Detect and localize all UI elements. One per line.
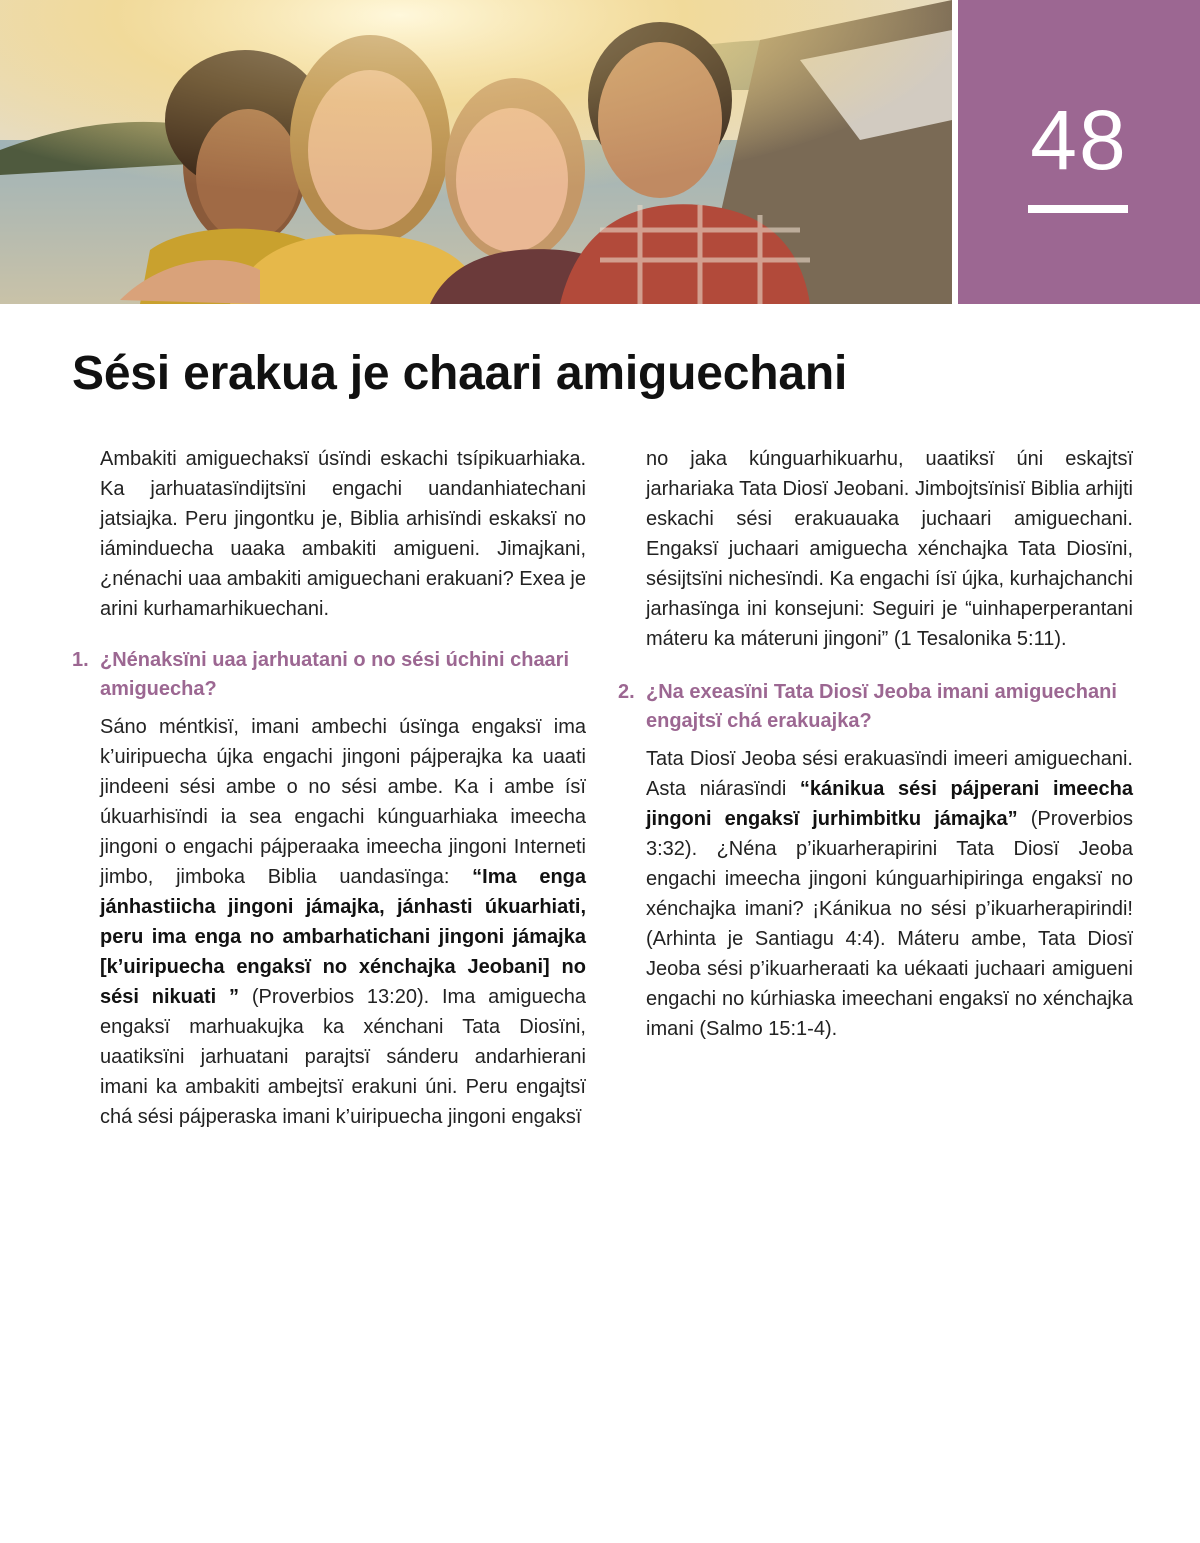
question-1-text: ¿Nénaksïni uaa jarhuatani o no sési úchini chaari amiguecha? <box>100 649 570 700</box>
answer-2-paragraph <box>646 744 1133 1044</box>
question-2 <box>618 678 1133 736</box>
answer-1-text-b: (Proverbios 13:20). Ima amiguecha engaksï marhuakujka ka xénchani Tata Diosïni, uaatiksïni jarhuatani parajtsï sánderu andarhierani imani ka ambakiti ambejtsï erakuni úni. Peru engajtsï chá sési pájperaska imani k’uiripuecha jingoni engaksï <box>100 986 586 1128</box>
right-column <box>618 444 1134 1044</box>
question-1-number: 1. <box>72 649 89 671</box>
friends-selfie-image <box>0 0 952 304</box>
question-2-text: ¿Na exeasïni Tata Diosï Jeoba imani amiguechani engajtsï chá erakuajka? <box>646 681 1117 732</box>
answer-2-quote: “kánikua sési pájperani imeecha jingoni engaksï jurhimbitku jámajka” <box>646 778 1133 830</box>
chapter-number: 48 <box>1030 93 1128 187</box>
intro-paragraph: Ambakiti amiguechaksï úsïndi eskachi tsípikuarhiaka. Ka jarhuatasïndijtsïni engachi uandanhiatechani jatsiajka. Peru jingontku je, Biblia arhisïndi eskaksï no iáminduecha uaaka ambakiti amigueni. Jimajkani, ¿nénachi uaa ambakiti amiguechani erakuani? Exea je arini kurhamarhikuechani. <box>100 448 586 620</box>
hero-photo <box>0 0 952 304</box>
answer-2-text-b: (Proverbios 3:32). ¿Néna p’ikuarherapirini Tata Diosï Jeoba engachi imeecha jingoni kúnguarhipiringa engaksï no xénchajka imani? ¡Kánikua no sési p’ikuarherapirindi! (Arhinta je Santiagu 4:4). Máteru ambe, Tata Diosï Jeoba sési p’ikuarheraati ka uékaati juchaari amigueni engachi no kúrhiaska imeechani engaksï no xénchajka imani (Salmo 15:1-4). <box>646 808 1134 1040</box>
answer-1-continuation-text: no jaka kúnguarhikuarhu, uaatiksï úni eskajtsï jarhariaka Tata Diosï Jeobani. Jimbojtsïnisï Biblia arhijti eskachi sési erakuauaka juchaari amiguechani. Engaksï juchaari amiguecha xénchajka Tata Diosïni, sésijtsïni nichesïndi. Ka engachi ísï újka, kurhajchanchi jarhasïnga ini konsejuni: Seguiri je “uinhaperperantani máteru ka máteruni jingoni” (1 Tesalonika 5:11). <box>646 448 1133 650</box>
question-1 <box>72 646 586 704</box>
answer-1-continuation <box>646 444 1133 654</box>
answer-1-quote: “Ima enga jánhastiicha jingoni jámajka, jánhasti úkuarhiati, peru ima enga no ambarhatichani jingoni jámajka [k’uiripuecha engaksï no xénchajka Jeobani] no sési nikuati ” <box>100 866 586 1008</box>
chapter-box <box>958 0 1200 304</box>
question-2-number: 2. <box>618 681 635 703</box>
left-column <box>72 444 586 1132</box>
answer-1-paragraph <box>100 712 586 1132</box>
page-title: Sési erakua je chaari amiguechani <box>72 347 848 400</box>
chapter-rule <box>1028 205 1128 213</box>
answer-1-text-a: Sáno méntkisï, imani ambechi úsïnga engaksï ima k’uiripuecha újka engachi jingoni pájperajka ka uaati jindeeni sési ambe o no sési ambe. Ka i ambe ísï úkuarhisïndi ia sea engachi kúnguarhiaka imeecha jingoni o engachi pájperaaka imeecha jingoni Interneti jimbo, jimboka Biblia uandasïnga: <box>100 716 586 888</box>
answer-2-text-a: Tata Diosï Jeoba sési erakuasïndi imeeri amiguechani. Asta niárasïndi <box>646 748 1133 800</box>
